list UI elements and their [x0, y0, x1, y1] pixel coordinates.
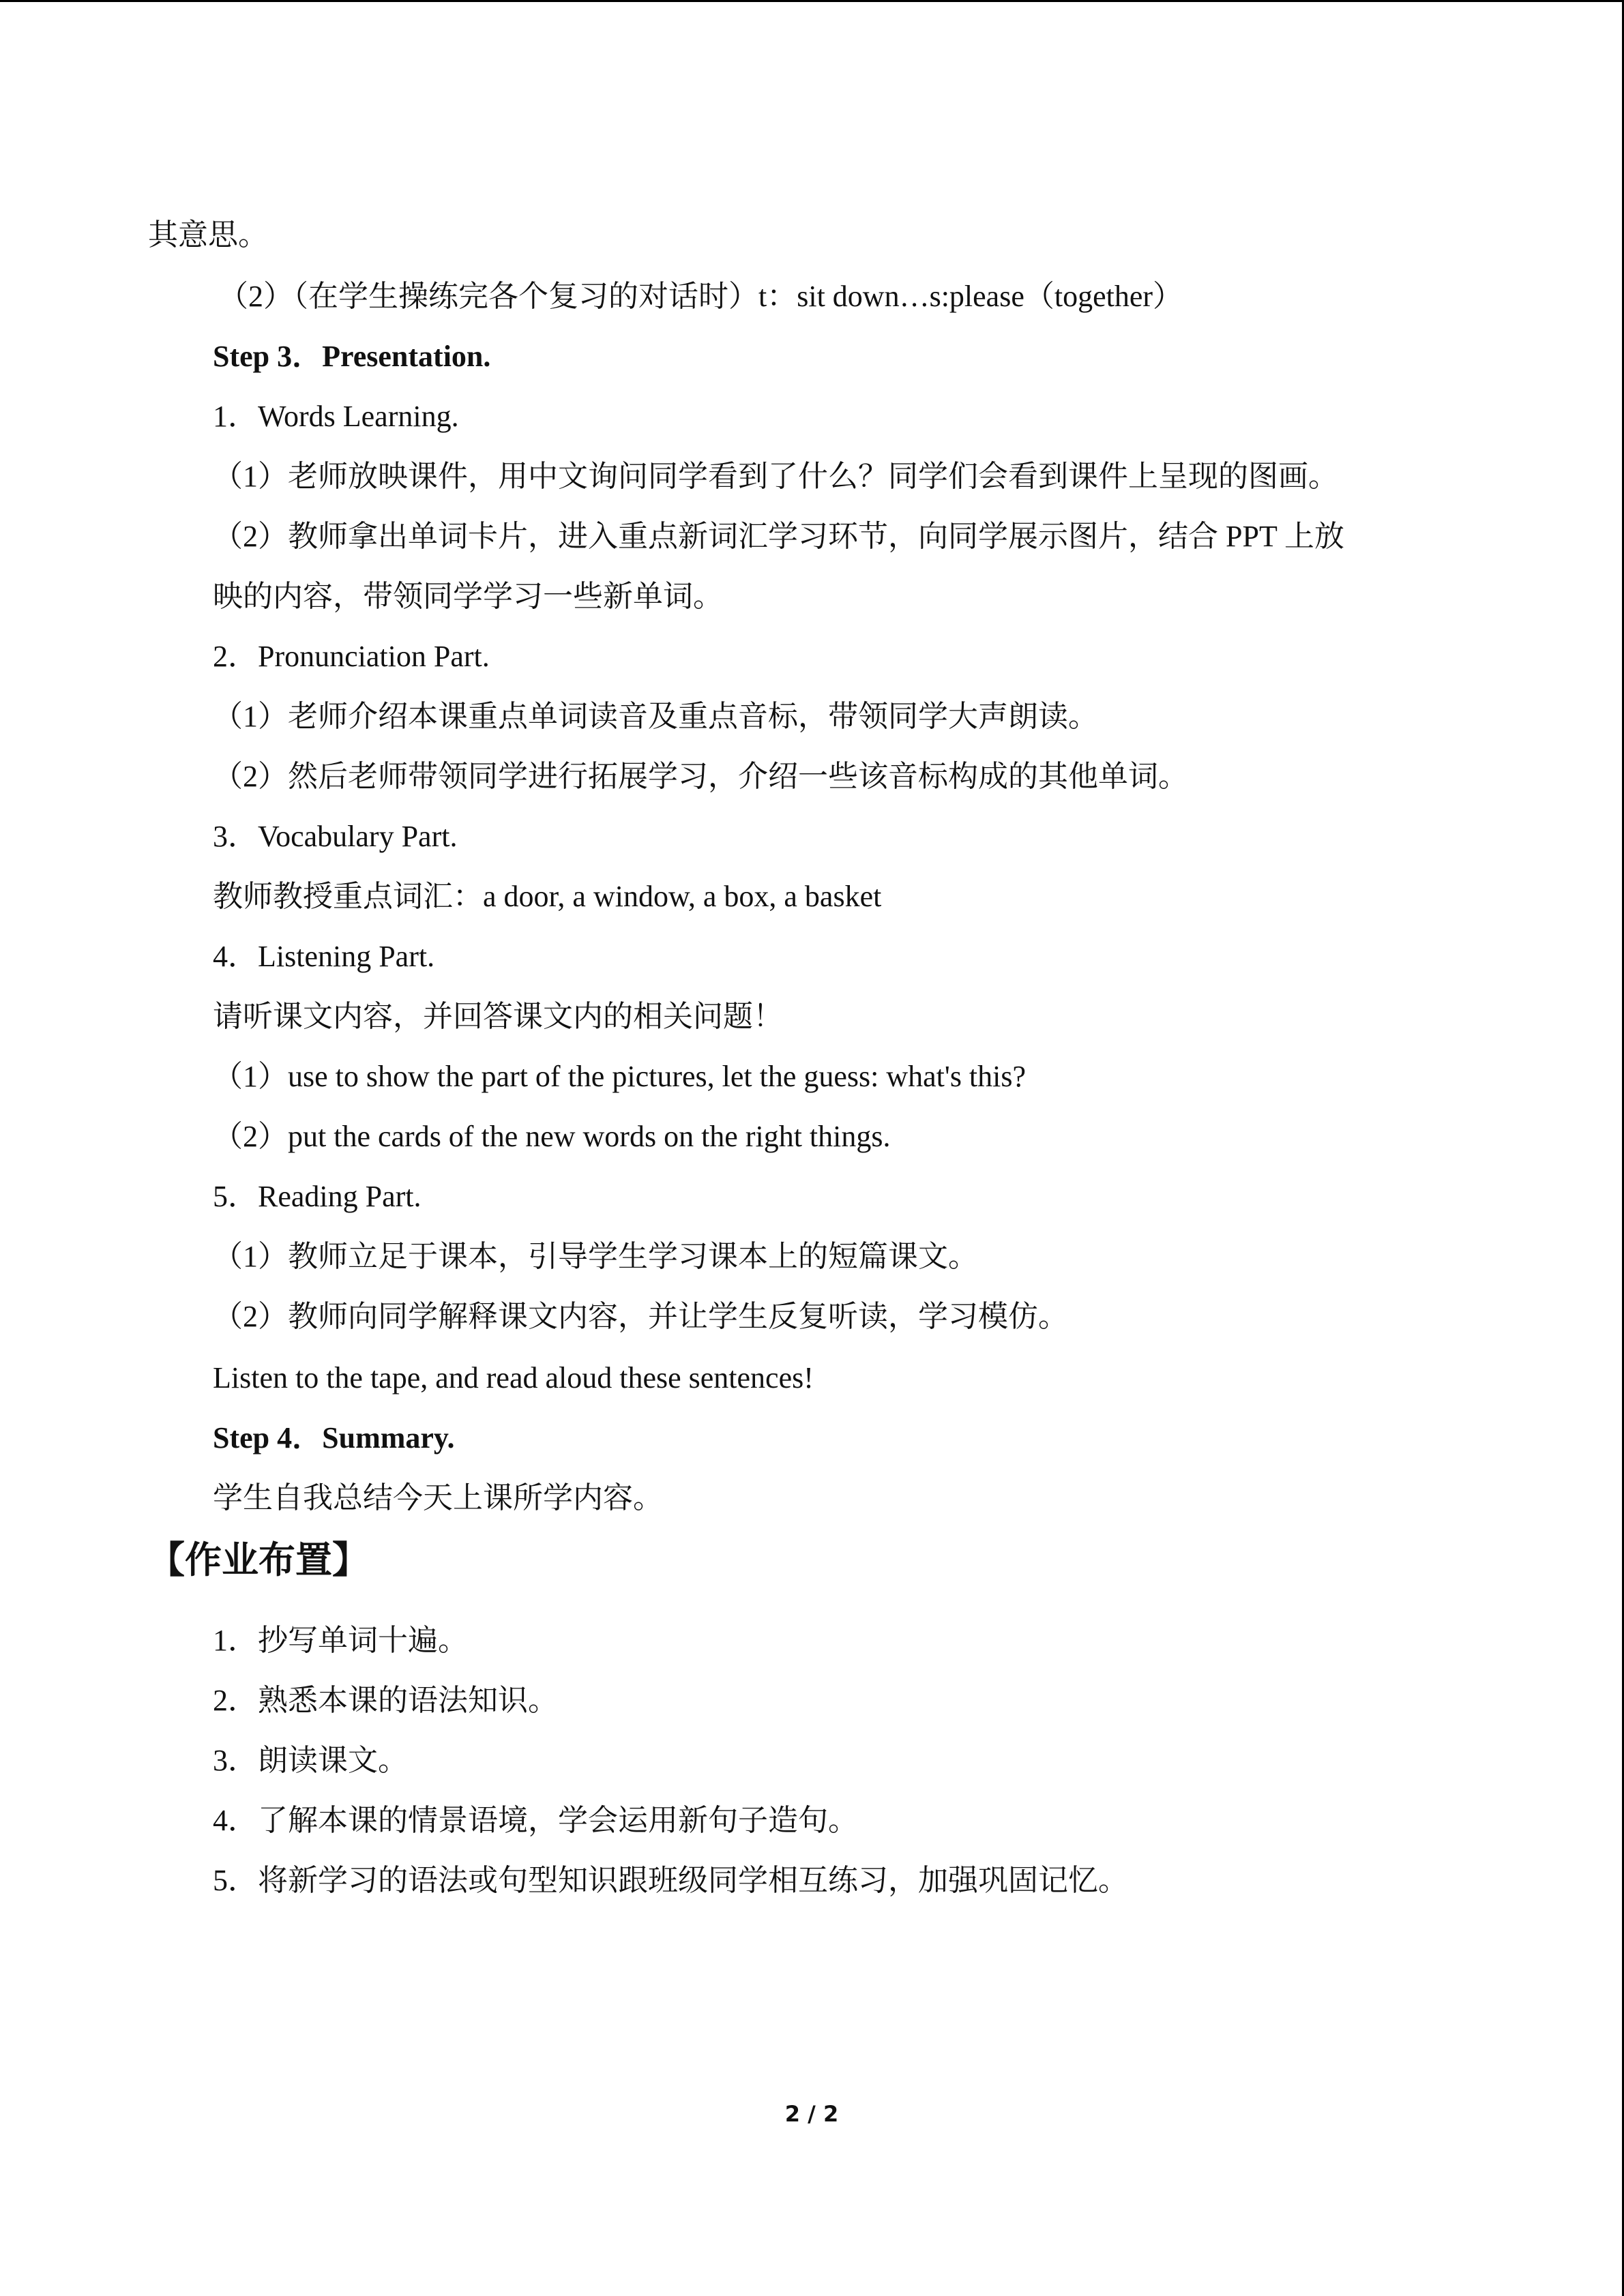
homework-item: 5．将新学习的语法或句型知识跟班级同学相互练习，加强巩固记忆。: [213, 1864, 1128, 1897]
text-line: 5．Reading Part.: [213, 1180, 422, 1213]
section-heading-step4: Step 4．Summary.: [213, 1421, 455, 1455]
text-line: （2）put the cards of the new words on the right things.: [213, 1120, 891, 1153]
text-line: （1）教师立足于课本，引导学生学习课本上的短篇课文。: [213, 1240, 978, 1273]
text-line: （2）教师向同学解释课文内容，并让学生反复听读，学习模仿。: [213, 1300, 1068, 1333]
text-line: 学生自我总结今天上课所学内容。: [213, 1481, 663, 1515]
homework-item: 2．熟悉本课的语法知识。: [213, 1684, 558, 1717]
text-line: 1．Words Learning.: [213, 400, 459, 433]
text-line: （1）老师放映课件，用中文询问同学看到了什么？同学们会看到课件上呈现的图画。: [213, 460, 1338, 493]
text-line: 其意思。: [148, 218, 268, 252]
text-line: 请听课文内容，并回答课文内的相关问题！: [213, 1000, 783, 1033]
text-line: 4．Listening Part.: [213, 940, 435, 973]
text-line: （2）然后老师带领同学进行拓展学习，介绍一些该音标构成的其他单词。: [213, 760, 1188, 793]
text-line: （2）教师拿出单词卡片，进入重点新词汇学习环节，向同学展示图片，结合 PPT 上放: [213, 520, 1345, 553]
homework-heading: 【作业布置】: [148, 1538, 369, 1581]
text-line: （1）老师介绍本课重点单词读音及重点音标，带领同学大声朗读。: [213, 700, 1098, 733]
text-line: （2）（在学生操练完各个复习的对话时）t：sit down…s:please（together）: [218, 280, 1183, 313]
homework-item: 1．抄写单词十遍。: [213, 1624, 468, 1657]
homework-item: 3．朗读课文。: [213, 1744, 408, 1777]
section-heading-step3: Step 3．Presentation.: [213, 340, 491, 373]
text-line: 教师教授重点词汇：a door, a window, a box, a basket: [213, 880, 882, 913]
text-line: （1）use to show the part of the pictures, let the guess: what's this?: [213, 1060, 1027, 1093]
text-line: 映的内容，带领同学学习一些新单词。: [213, 580, 723, 613]
text-line: Listen to the tape, and read aloud these sentences!: [213, 1361, 814, 1395]
text-line: 2．Pronunciation Part.: [213, 640, 490, 673]
page-number: 2 / 2: [784, 2101, 839, 2127]
homework-item: 4．了解本课的情景语境，学会运用新句子造句。: [213, 1804, 858, 1837]
text-line: 3．Vocabulary Part.: [213, 820, 458, 853]
